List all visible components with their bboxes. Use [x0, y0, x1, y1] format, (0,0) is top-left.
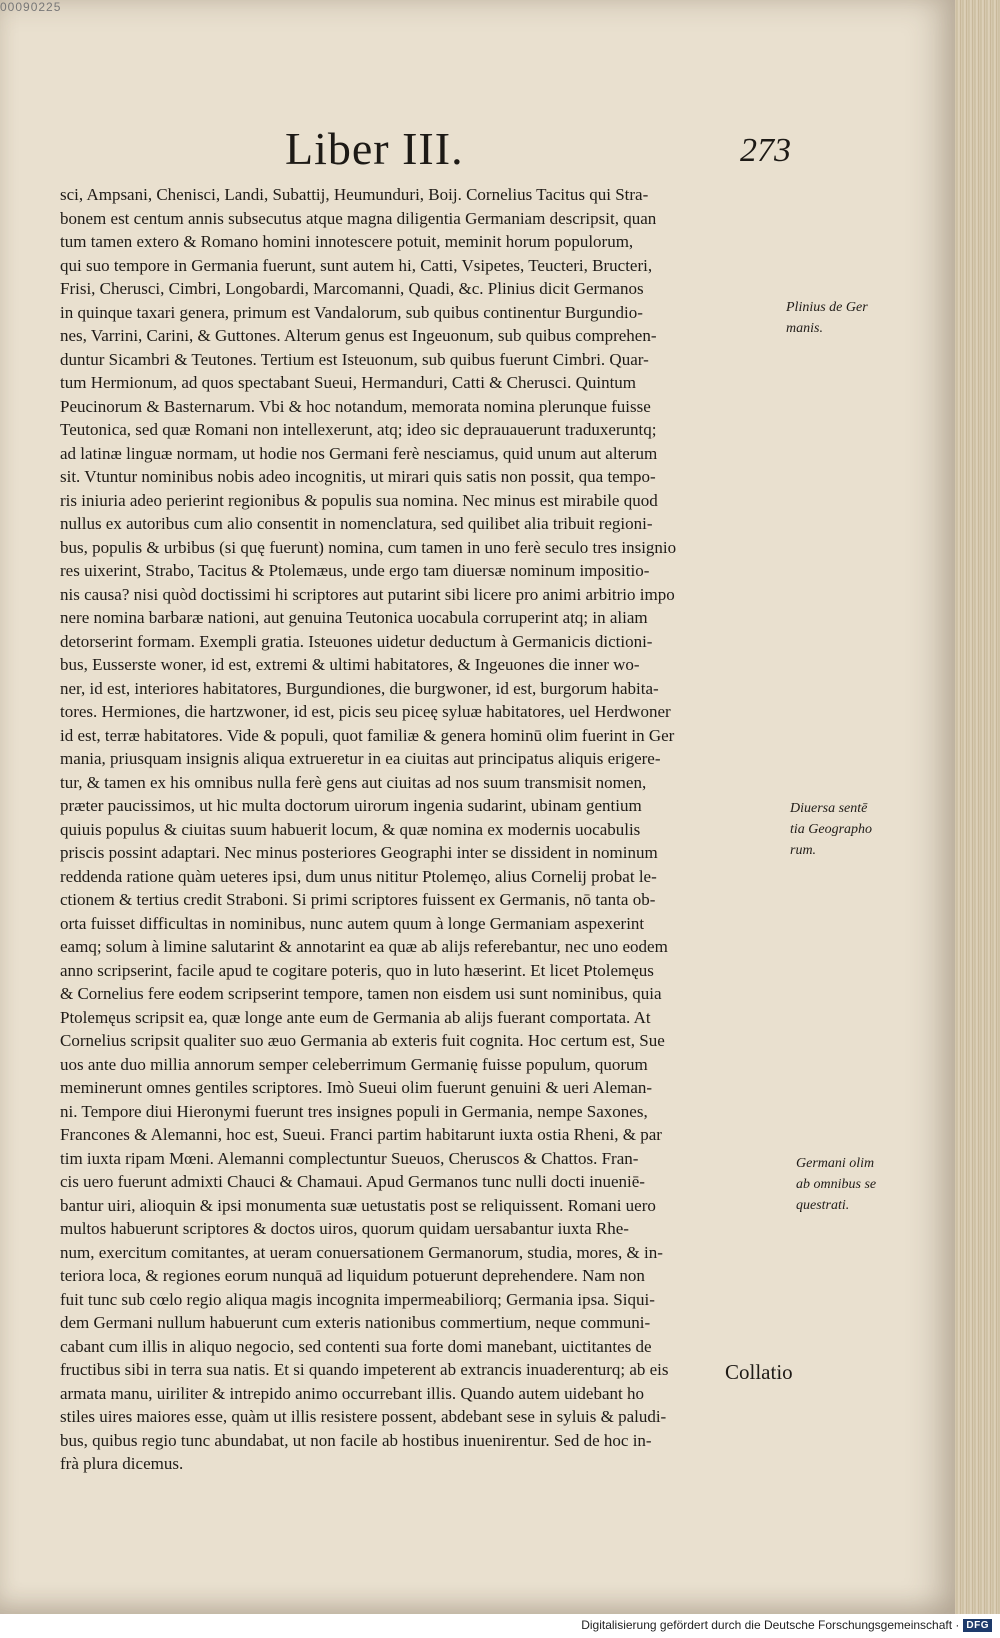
- text-line: in quinque taxari genera, primum est Vandalorum, sub quibus continentur Burgundio-: [60, 302, 643, 322]
- text-line: bantur uiri, alioquin & ipsi monumenta suæ uetustatis post se reliquissent. Romani uero: [60, 1195, 656, 1215]
- margin-note-plinius: [786, 297, 886, 339]
- text-line: ni. Tempore diui Hieronymi fuerunt tres insignes populi in Germania, nempe Saxones,: [60, 1101, 648, 1121]
- text-line: bonem est centum annis subsecutus atque magna diligentia Germaniam descripsit, quan: [60, 208, 657, 228]
- text-line: ad latinæ linguæ normam, ut hodie nos Germani ferè nesciamus, quid unum aut alterum: [60, 443, 658, 463]
- text-line: Francones & Alemanni, hoc est, Sueui. Franci partim habitarunt iuxta ostia Rheni, & par: [60, 1125, 662, 1144]
- text-line: eamq; solum à limine salutarint & annotarint ea quæ ab alijs referebantur, nec uno eodem: [60, 937, 668, 956]
- text-line: tur, & tamen ex his omnibus nulla ferè gens aut ciuitas ad nos suum transmisit nomen,: [60, 772, 647, 792]
- text-line: reddenda ratione quàm ueteres ipsi, dum unus nititur Ptolemęo, alius Cornelij probat le-: [60, 866, 657, 886]
- text-line: quiuis populus & ciuitas suum habuerit locum, & quæ nomina ex modernis uocabulis: [60, 819, 641, 839]
- text-line: tim iuxta ripam Mœni. Alemanni complectuntur Sueuos, Cheruscos & Chattos. Fran-: [60, 1148, 639, 1168]
- page-fore-edge: [955, 0, 1000, 1614]
- catchword: Collatio: [725, 1360, 793, 1384]
- margin-note-line: rum.: [790, 843, 817, 858]
- text-line: Ptolemęus scripsit ea, quæ longe ante eum de Germania ab alijs fuerant comportata. At: [60, 1007, 651, 1027]
- header-title: Liber III.: [285, 123, 464, 174]
- margin-note-line: ab omnibus se: [796, 1177, 877, 1192]
- margin-note-diuersa: [790, 798, 890, 861]
- text-line: Cornelius scripsit qualiter suo æuo Germania ab exteris fuit cognita. Hoc certum est, Sue: [60, 1031, 665, 1050]
- text-line: sci, Ampsani, Chenisci, Landi, Subattij, Heumunduri, Boij. Cornelius Tacitus qui Stra-: [60, 185, 649, 204]
- text-line: res uixerint, Strabo, Tacitus & Ptolemæus, unde ergo tam diuersæ nominum impositio-: [60, 561, 650, 580]
- text-line: & Cornelius fere eodem scripserint tempore, tamen non eisdem usi sunt nominibus, quia: [60, 984, 662, 1003]
- text-line: Peucinorum & Basternarum. Vbi & hoc notandum, memorata nomina plerunque fuisse: [60, 396, 651, 416]
- text-line: bus, populis & urbibus (si quę fuerunt) nomina, cum tamen in uno ferè seculo tres insignio: [60, 537, 677, 557]
- text-line: detorserint formam. Exempli gratia. Isteuones uidetur deductum à Germanicis dictioni-: [60, 631, 653, 651]
- body-text: [60, 183, 790, 1476]
- text-line: multos habuerunt scriptores & doctos uiros, quorum quidam uersabantur iuxta Rhe-: [60, 1219, 629, 1238]
- text-line: Teutonica, sed quæ Romani non intellexerunt, atq; ideo sic deprauauerunt traduxeruntq;: [60, 420, 657, 439]
- text-line: fructibus sibi in terra sua natis. Et si quando impeterent ab extrancis inuaderenturq; ab eis: [60, 1360, 669, 1379]
- margin-note-line: questrati.: [796, 1198, 850, 1213]
- text-line: cabant cum illis in aliquo negocio, sed contenti sua forte domi manebant, uictitantes de: [60, 1336, 652, 1356]
- text-line: teriora loca, & regiones eorum nunquā ad liquidum potuerunt deprehendere. Nam non: [60, 1266, 645, 1285]
- text-line: tum tamen extero & Romano homini innotescere potuit, meminit horum populorum,: [60, 232, 634, 251]
- text-line: orta fuisset difficultas in nominibus, nunc autem quum à longe Germaniam aspexerint: [60, 913, 645, 933]
- text-line: mania, priusquam insignis aliqua extrueretur in ea ciuitas aut principatus aliquis erigere-: [60, 749, 661, 768]
- margin-note-line: Germani olim: [796, 1156, 875, 1171]
- text-line: fuit tunc sub cœlo regio aliqua magis incognita impermeabiliorq; Germania ipsa. Siqui-: [60, 1289, 655, 1309]
- text-line: præter paucissimos, ut hic multa doctorum uirorum ingenia sudarint, ubinam gentium: [60, 796, 642, 815]
- margin-note-line: Plinius de Ger: [786, 300, 868, 315]
- margin-note-line: manis.: [786, 321, 823, 336]
- text-line: priscis possint adaptari. Nec minus posteriores Geographi inter se dissident in nominum: [60, 843, 658, 862]
- text-line: num, exercitum comitantes, at ueram conuersationem Germanorum, studia, mores, & in-: [60, 1242, 663, 1262]
- text-line: bus, quibus regio tunc abundabat, ut non facile ab hostibus inuenirentur. Sed de hoc in-: [60, 1430, 652, 1450]
- text-line: nullus ex autoribus cum alio consentit in nomenclatura, sed quilibet alia tribuit regioni-: [60, 514, 653, 533]
- text-line: tum Hermionum, ad quos spectabant Sueui, Hermanduri, Catti & Cherusci. Quintum: [60, 373, 637, 392]
- text-line: tores. Hermiones, die hartzwoner, id est, picis seu piceę syluæ habitatores, uel Herdwoner: [60, 702, 671, 721]
- text-line: duntur Sicambri & Teutones. Tertium est Isteuonum, sub quibus fuerunt Cimbri. Quar-: [60, 349, 649, 369]
- text-line: ner, id est, interiores habitatores, Burgundiones, die burgwoner, id est, burgorum habita-: [60, 678, 659, 698]
- text-line: sit. Vtuntur nominibus nobis adeo incognitis, ut mirari quis satis non possit, qua tempo-: [60, 467, 656, 486]
- text-line: frà plura dicemus.: [60, 1454, 184, 1473]
- text-line: cis uero fuerunt admixti Chauci & Chamaui. Apud Germanos tunc nulli docti inueniē-: [60, 1172, 645, 1191]
- text-line: bus, Eusserste woner, id est, extremi & ultimi habitatores, & Ingeuones die inner wo-: [60, 655, 640, 674]
- text-line: qui suo tempore in Germania fuerunt, sunt autem hi, Catti, Vsipetes, Teucteri, Bructeri,: [60, 255, 653, 275]
- text-line: armata manu, uiriliter & intrepido animo occurrebant illis. Quando autem uidebant ho: [60, 1383, 644, 1403]
- text-line: id est, terræ habitatores. Vide & populi, quot familiæ & genera hominū olim fuerint in Ger: [60, 725, 675, 745]
- text-line: stiles uires maiores esse, quàm ut illis resistere possent, abdebant sese in syluis & paludi-: [60, 1407, 667, 1426]
- text-line: uos ante duo millia annorum semper celeberrimum Germanię fuisse populum, quorum: [60, 1054, 648, 1074]
- text-line: ctionem & tertius credit Straboni. Si primi scriptores fuissent ex Germanis, nō tanta ob-: [60, 890, 656, 909]
- text-line: meminerunt omnes gentiles scriptores. Imò Sueui olim fuerunt genuini & ueri Aleman-: [60, 1078, 653, 1097]
- dfg-logo: DFG: [963, 1619, 992, 1632]
- shelfmark: 00090225: [0, 0, 62, 14]
- footer-credit-text: Digitalisierung gefördert durch die Deutsche Forschungsgemeinschaft ·: [581, 1618, 960, 1632]
- text-line: nes, Varrini, Carini, & Guttones. Alterum genus est Ingeuonum, sub quibus comprehen-: [60, 326, 657, 345]
- text-line: anno scripserint, facile apud te cogitare poteris, quo in luto hæserint. Et licet Ptolemęus: [60, 960, 654, 980]
- text-line: nis causa? nisi quòd doctissimi hi scriptores aut putarint sibi licere pro animi arbitrio impo: [60, 584, 675, 604]
- text-line: nere nomina barbaræ nationi, aut genuina Teutonica uocabula corruperint atq; in aliam: [60, 608, 648, 627]
- margin-note-line: Diuersa sentē: [790, 801, 868, 816]
- margin-note-line: tia Geographo: [790, 822, 873, 837]
- page-number: 273: [740, 132, 791, 169]
- digitization-credit: [581, 1618, 992, 1632]
- text-line: ris iniuria adeo perierint regionibus & populis sua nomina. Nec minus est mirabile quod: [60, 490, 658, 510]
- running-header: [0, 118, 955, 178]
- text-line: Frisi, Cherusci, Cimbri, Longobardi, Marcomanni, Quadi, &c. Plinius dicit Germanos: [60, 279, 644, 298]
- text-line: dem Germani nullum habuerunt cum exteris nationibus commertium, neque communi-: [60, 1313, 651, 1332]
- margin-note-germani: [796, 1153, 896, 1216]
